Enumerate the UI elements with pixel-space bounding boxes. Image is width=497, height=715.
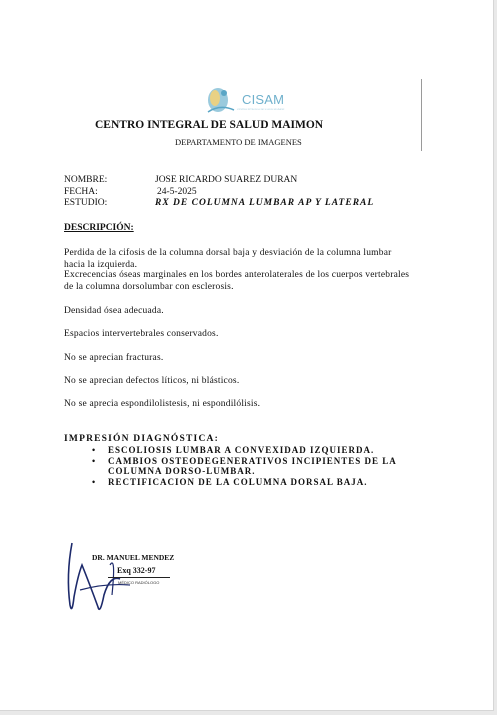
signature-line bbox=[108, 577, 170, 578]
name-value: JOSE RICARDO SUAREZ DURAN bbox=[155, 175, 298, 185]
description-paragraph: Espacios intervertebrales conservados. bbox=[64, 329, 219, 339]
impression-item-text: CAMBIOS OSTEODEGENERATIVOS INCIPIENTES DE LA COLUMNA DORSO-LUMBAR. bbox=[108, 455, 397, 476]
description-paragraph: No se aprecian fracturas. bbox=[64, 353, 164, 363]
bullet-icon: • bbox=[92, 476, 97, 487]
impression-item-text: ESCOLIOSIS LUMBAR A CONVEXIDAD IZQUIERDA. bbox=[108, 445, 375, 455]
department-title: DEPARTAMENTO DE IMAGENES bbox=[175, 137, 302, 147]
bullet-icon: • bbox=[92, 445, 97, 455]
center-title: CENTRO INTEGRAL DE SALUD MAIMON bbox=[95, 119, 324, 131]
study-value: RX DE COLUMNA LUMBAR AP Y LATERAL bbox=[155, 198, 375, 208]
impression-item-text: RECTIFICACION DE LA COLUMNA DORSAL BAJA. bbox=[108, 476, 368, 487]
description-heading: DESCRIPCIÓN: bbox=[64, 223, 134, 233]
impression-item bbox=[92, 477, 412, 488]
description-paragraph: Excrecencias óseas marginales en los bordes anterolaterales de los cuerpos vertebrales de la columna dorsolumbar con esclerosis. bbox=[64, 270, 410, 292]
impression-heading: IMPRESIÓN DIAGNÓSTICA: bbox=[64, 434, 219, 444]
logo-subtitle: CENTRO INTEGRAL DE SALUD MAIMON bbox=[237, 108, 285, 111]
impression-item bbox=[92, 456, 412, 477]
description-paragraph: No se aprecia espondilolistesis, ni espondilólisis. bbox=[64, 399, 261, 409]
description-paragraph: Densidad ósea adecuada. bbox=[64, 306, 164, 316]
header-vertical-rule bbox=[421, 79, 422, 151]
impression-item bbox=[92, 445, 412, 456]
study-label: ESTUDIO: bbox=[64, 198, 108, 208]
date-value: 24-5-2025 bbox=[157, 187, 197, 197]
impression-list bbox=[92, 445, 412, 487]
logo-text: CISAM bbox=[242, 92, 285, 107]
name-label: NOMBRE: bbox=[64, 175, 108, 185]
bullet-icon: • bbox=[92, 455, 97, 466]
description-paragraph: Perdida de la cifosis de la columna dorsal baja y desviación de la columna lumbar hacia la izquierda. bbox=[64, 248, 392, 270]
doctor-exequatur: Exq 332-97 bbox=[117, 566, 156, 575]
description-paragraph: No se aprecian defectos líticos, ni blásticos. bbox=[64, 376, 240, 386]
doctor-name: DR. MANUEL MENDEZ bbox=[92, 553, 175, 562]
doctor-role: MÉDICO RADIÓLOGO bbox=[118, 580, 160, 585]
date-label: FECHA: bbox=[64, 187, 98, 197]
